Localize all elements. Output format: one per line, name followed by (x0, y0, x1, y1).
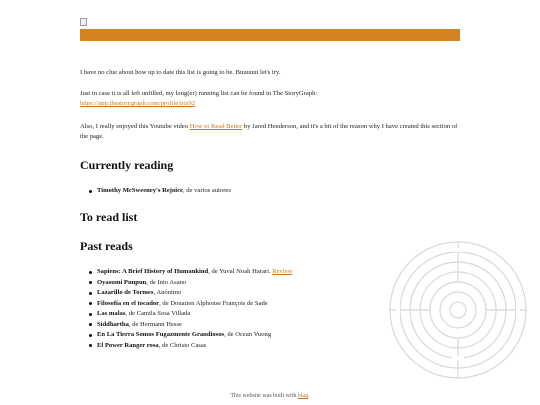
list-item (88, 186, 231, 197)
header-banner (80, 29, 460, 41)
book-author: , de Inio Asano (146, 278, 187, 286)
book-author: , de Christo Casas (158, 341, 207, 349)
storygraph-paragraph (80, 89, 465, 109)
broken-image-icon (80, 18, 87, 26)
book-author: , de Donatien Alphonse François de Sade (159, 299, 268, 307)
book-author: , de Hermann Hesse (128, 320, 182, 328)
book-title: Las malas (97, 310, 126, 317)
youtube-video-link[interactable]: How to Read Better (189, 123, 243, 130)
youtube-text-before: Also, I really enjoyed this Youtube video (80, 123, 190, 130)
book-title: Oyasumi Punpun (97, 278, 147, 286)
storygraph-text: Just in case it is all left unfilled, my long(er) running list can be found in The StoryGraph: (80, 90, 318, 97)
currently-reading-heading: Currently reading (80, 158, 174, 172)
book-title: Filosofía en el tocador (97, 299, 160, 307)
footer-end: . (308, 393, 310, 399)
book-author: , de varios autores (182, 187, 231, 194)
blag-link[interactable]: blag (297, 393, 309, 399)
intro-text: I have no clue about how up to date this list is going to be. Buuuuut let's try. (80, 69, 281, 76)
decorative-labyrinth-icon (378, 232, 528, 392)
footer-text: This website was built with (230, 393, 298, 399)
book-title: Siddhartha (97, 320, 129, 328)
footer (0, 393, 540, 399)
list-item (88, 309, 292, 320)
review-link[interactable]: Review (272, 268, 293, 275)
youtube-paragraph (80, 122, 465, 142)
past-reads-heading: Past reads (80, 239, 133, 253)
storygraph-link[interactable]: https://app.thestorygraph.com/profile/iris92 (80, 100, 196, 107)
book-title: El Power Ranger rosa (97, 341, 159, 349)
book-title: Sapiens: A Brief History of Humankind (97, 268, 209, 275)
list-item (88, 288, 292, 299)
list-item (88, 330, 292, 341)
intro-paragraph (80, 68, 465, 78)
book-title: Lazarillo de Tormes (97, 289, 154, 296)
list-item (88, 341, 292, 352)
list-item (88, 299, 292, 310)
to-read-heading: To read list (80, 210, 138, 224)
currently-reading-list (88, 186, 231, 197)
book-title: En La Tierra Somos Fugazmente Grandiosos (97, 331, 225, 338)
book-author: , de Yuval Noah Harari. (208, 268, 273, 275)
book-author: , Anónimo (153, 289, 182, 296)
list-item (88, 320, 292, 331)
list-item (88, 278, 292, 289)
past-reads-list (88, 267, 292, 351)
book-title: Timothy McSweeney's Rejoice (97, 187, 183, 194)
youtube-text-after: by Jared Henderson, and it's a bit of the reason why I have created this section of the page. (80, 123, 458, 140)
book-author: , de Ocean Vuong (224, 331, 272, 338)
list-item (88, 267, 292, 278)
book-author: , de Camila Sosa Villada (125, 310, 191, 317)
